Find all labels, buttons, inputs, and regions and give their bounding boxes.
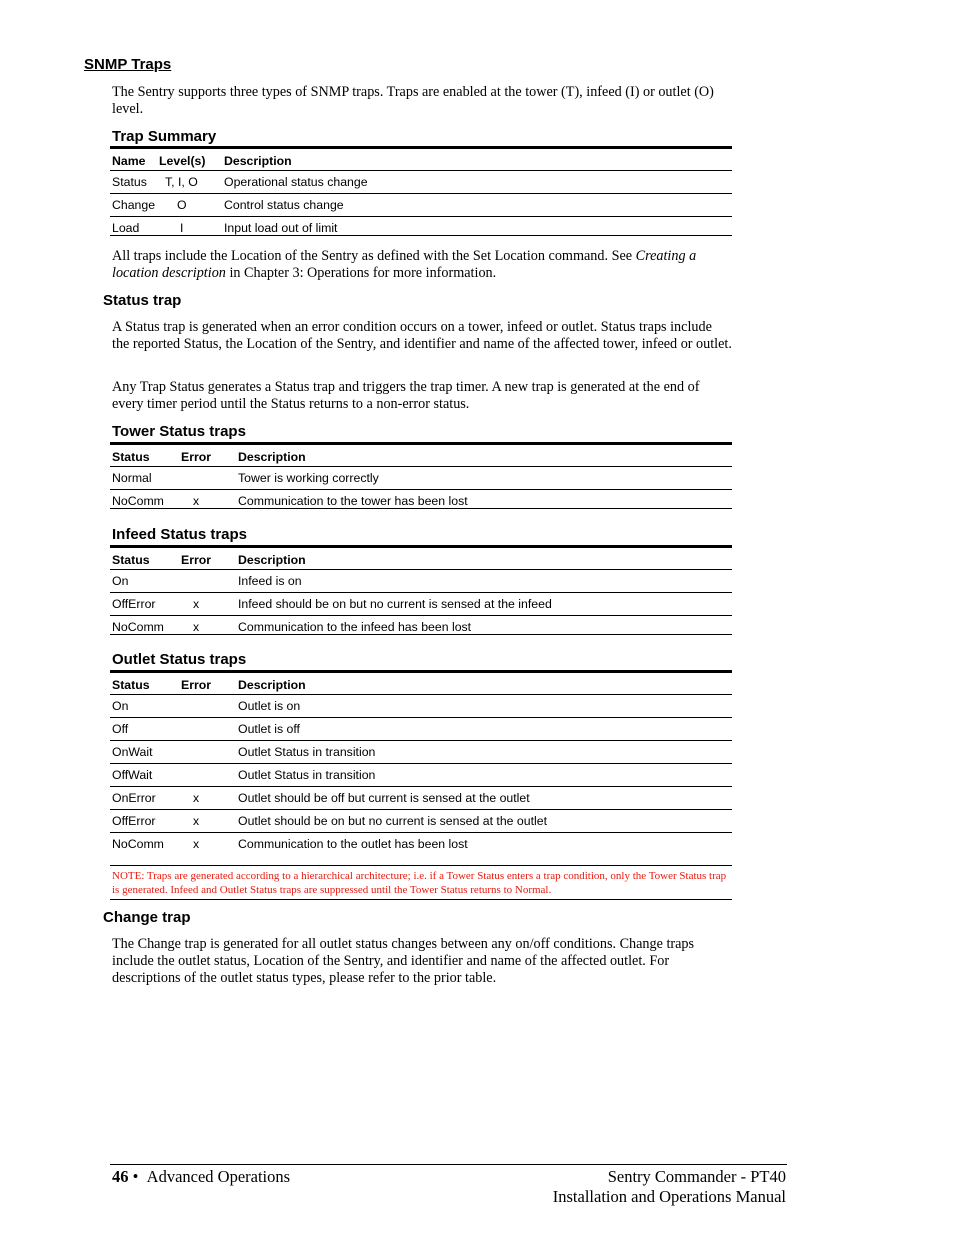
table-row [110, 764, 732, 787]
table-cell: NoComm [112, 494, 164, 508]
status-trap-heading: Status trap [103, 292, 182, 309]
table-cell: Outlet is off [238, 722, 300, 736]
table-cell: Communication to the outlet has been lost [238, 837, 468, 851]
table-cell: Control status change [224, 198, 344, 212]
table-header [110, 545, 732, 570]
column-header: Description [238, 450, 306, 464]
table-cell: NoComm [112, 620, 164, 634]
trap-summary-heading: Trap Summary [112, 128, 217, 145]
hierarchy-note: NOTE: Traps are generated according to a hierarchical architecture; i.e. if a Tower Status enters a trap condition, only the Tower Status trap is generated. Infeed and Outlet Status traps are suppressed until the Tower Status returns to Normal. [110, 865, 732, 900]
table-row [110, 718, 732, 741]
table-row [110, 194, 732, 217]
column-header: Error [181, 678, 212, 692]
column-header: Description [238, 678, 306, 692]
trap-timer-paragraph: Any Trap Status generates a Status trap and triggers the trap timer. A new trap is generated at the end of every timer period until the Status returns to a non-error status. [112, 379, 700, 412]
column-header: Status [112, 450, 150, 464]
table-row [110, 593, 732, 616]
table-cell: Tower is working correctly [238, 471, 379, 485]
table-cell: Normal [112, 471, 152, 485]
table-header [110, 146, 732, 171]
tower-traps-table [110, 442, 732, 509]
table-row [110, 570, 732, 593]
column-header: Description [224, 154, 292, 168]
chapter-name: Advanced Operations [146, 1167, 291, 1186]
table-cell: NoComm [112, 837, 164, 851]
product-name: Sentry Commander - PT40 [607, 1167, 786, 1186]
table-cell: OffWait [112, 768, 153, 782]
trap-summary-table [110, 146, 732, 236]
table-header [110, 670, 732, 695]
footer-rule [110, 1164, 787, 1165]
table-row [110, 787, 732, 810]
page-number: 46 [112, 1167, 129, 1186]
table-cell: Infeed should be on but no current is sensed at the infeed [238, 597, 552, 611]
status-trap-paragraph: A Status trap is generated when an error condition occurs on a tower, infeed or outlet. Status traps include the reported Status, the Location of the Sentry, and identifier and name of the affected tower, infeed or outlet. [112, 319, 732, 352]
change-trap-heading: Change trap [103, 909, 191, 926]
change-trap-paragraph: The Change trap is generated for all outlet status changes between any on/off conditions. Change traps include the outlet status, Location of the Sentry, and identifier and name of the affected outlet. For descriptions of the outlet status types, please refer to the prior table. [112, 936, 695, 986]
table-cell: x [193, 494, 200, 508]
table-cell: OffError [112, 597, 156, 611]
table-cell: On [112, 699, 129, 713]
table-row [110, 171, 732, 194]
manual-name: Installation and Operations Manual [552, 1187, 786, 1206]
table-cell: Change [112, 198, 156, 212]
infeed-traps-heading: Infeed Status traps [112, 526, 248, 543]
footer-left [112, 1167, 290, 1187]
table-cell: Off [112, 722, 129, 736]
table-row [110, 810, 732, 833]
table-row [110, 741, 732, 764]
table-cell: Input load out of limit [224, 221, 338, 235]
infeed-traps-table [110, 545, 732, 635]
footer-right [553, 1167, 786, 1207]
column-header: Error [181, 553, 212, 567]
table-cell: x [193, 791, 200, 805]
table-cell: I [180, 221, 184, 235]
table-cell: Outlet should be off but current is sensed at the outlet [238, 791, 530, 805]
table-cell: x [193, 620, 200, 634]
column-header: Description [238, 553, 306, 567]
table-row [110, 833, 732, 856]
table-cell: Load [112, 221, 140, 235]
location-text: All traps include the Location of the Sentry as defined with the Set Location command. See [112, 248, 636, 264]
table-cell: OnError [112, 791, 156, 805]
column-header: Name [112, 154, 146, 168]
table-cell: Outlet should be on but no current is sensed at the outlet [238, 814, 547, 828]
location-paragraph [112, 248, 732, 282]
table-cell: Operational status change [224, 175, 368, 189]
outlet-traps-heading: Outlet Status traps [112, 651, 247, 668]
table-cell: O [177, 198, 187, 212]
intro-paragraph: The Sentry supports three types of SNMP traps. Traps are enabled at the tower (T), infeed (I) or outlet (O) level. [112, 84, 714, 117]
table-cell: T, I, O [165, 175, 198, 189]
table-cell: Status [112, 175, 147, 189]
table-cell: OffError [112, 814, 156, 828]
tower-traps-heading: Tower Status traps [112, 423, 246, 440]
table-cell: x [193, 814, 200, 828]
table-cell: Outlet Status in transition [238, 768, 376, 782]
location-text-end: in Chapter 3: Operations for more information. [225, 265, 497, 281]
table-cell: On [112, 574, 129, 588]
table-cell: Outlet Status in transition [238, 745, 376, 759]
table-cell: x [193, 597, 200, 611]
table-header [110, 442, 732, 467]
table-row [110, 490, 732, 509]
table-cell: OnWait [112, 745, 153, 759]
table-cell: x [193, 837, 200, 851]
table-cell: Communication to the tower has been lost [238, 494, 468, 508]
table-cell: Outlet is on [238, 699, 301, 713]
column-header: Level(s) [159, 154, 206, 168]
column-header: Status [112, 553, 150, 567]
table-row [110, 467, 732, 490]
table-row [110, 217, 732, 236]
outlet-traps-table [110, 670, 732, 856]
location-reference: Creating a location description [112, 248, 697, 281]
column-header: Status [112, 678, 150, 692]
section-title: SNMP Traps [84, 56, 172, 73]
bullet-separator: • [132, 1167, 139, 1186]
column-header: Error [181, 450, 212, 464]
table-row [110, 695, 732, 718]
table-row [110, 616, 732, 635]
table-cell: Infeed is on [238, 574, 302, 588]
table-cell: Communication to the infeed has been lost [238, 620, 472, 634]
